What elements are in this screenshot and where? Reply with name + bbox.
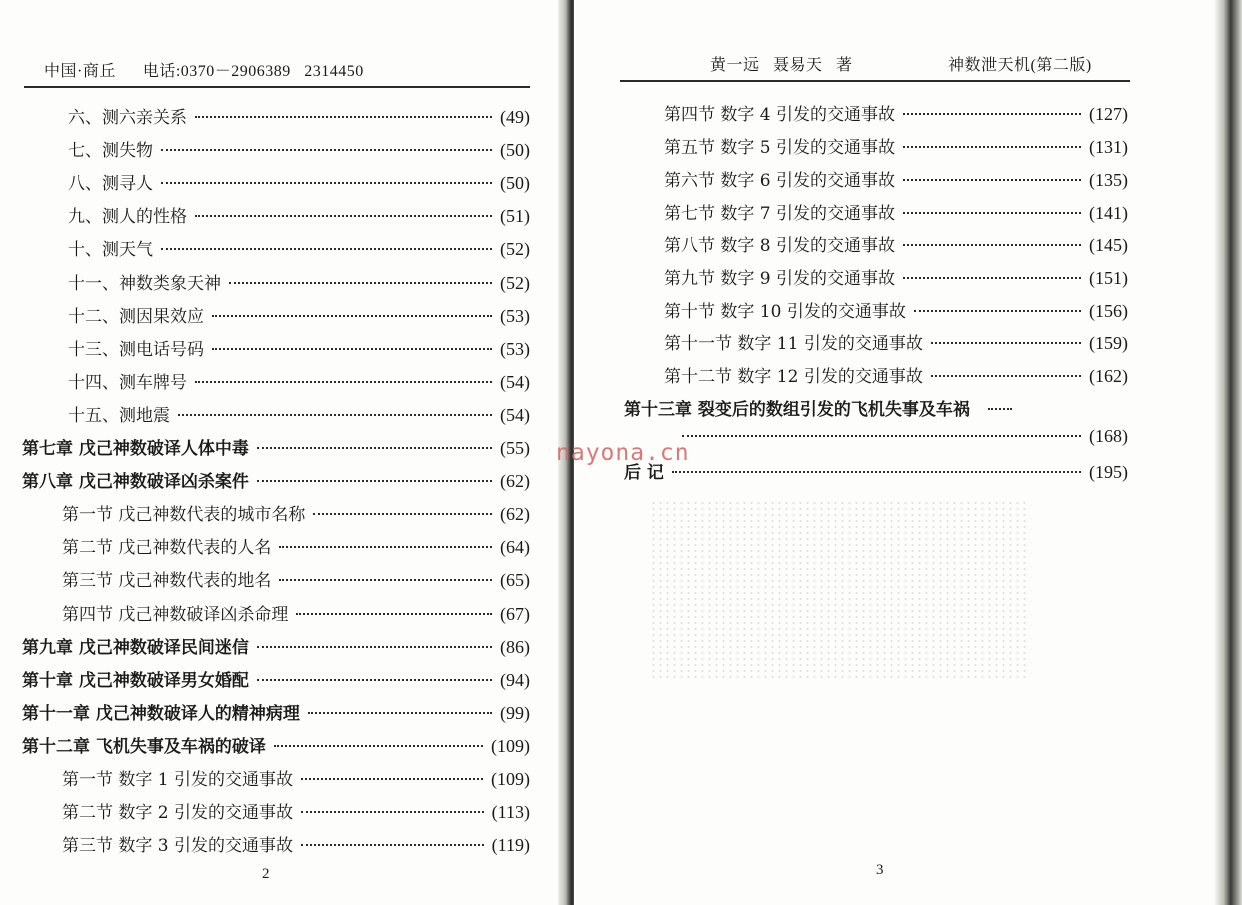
toc-entry-title: 十三、测电话号码 [68, 340, 204, 360]
toc-leader-dots [279, 579, 492, 581]
toc-entry-page: (119) [491, 835, 530, 855]
toc-entry-page: (141) [1089, 203, 1128, 223]
left-page [0, 0, 566, 905]
toc-entry [664, 166, 1128, 192]
toc-entry-title: 第十二章 飞机失事及车祸的破译 [22, 737, 266, 757]
left-header: 中国·商丘 电话:0370－2906389 2314450 [44, 63, 364, 80]
toc-entry [62, 831, 530, 857]
toc-leader-dots [903, 146, 1081, 148]
toc-entry-title: 第八节 数字 8 引发的交通事故 [664, 236, 896, 256]
left-page-number: 2 [262, 866, 270, 882]
toc-entry [62, 765, 530, 791]
toc-leader-dots [988, 408, 1012, 410]
toc-entry-page: (162) [1089, 366, 1128, 386]
toc-entry-page: (109) [491, 769, 530, 789]
toc-leader-dots [301, 811, 484, 813]
toc-leader-dots [257, 447, 492, 449]
toc-entry [624, 458, 1128, 484]
toc-entry-page: (67) [500, 604, 530, 624]
toc-entry-page: (65) [500, 570, 530, 590]
toc-entry-title: 第二节 戊己神数代表的人名 [62, 538, 272, 558]
toc-leader-dots [195, 215, 492, 217]
page-edge [1214, 0, 1242, 905]
toc-entry-title: 第十节 数字 10 引发的交通事故 [664, 302, 906, 322]
toc-entry-title: 第七章 戊己神数破译人体中毒 [22, 439, 249, 459]
toc-entry-title: 八、测寻人 [68, 174, 153, 194]
toc-entry-title: 十四、测车牌号 [68, 373, 187, 393]
toc-entry [68, 368, 530, 394]
toc-entry-title: 第四节 戊己神数破译凶杀命理 [62, 605, 289, 625]
toc-entry-title: 九、测人的性格 [68, 207, 187, 227]
toc-entry-page: (52) [500, 239, 530, 259]
toc-leader-dots [161, 248, 492, 250]
toc-entry-title: 第十三章 裂变后的数组引发的飞机失事及车祸 [624, 400, 970, 420]
toc-leader-dots [257, 679, 492, 681]
toc-entry-page: (54) [500, 405, 530, 425]
toc-entry-title: 六、测六亲关系 [68, 108, 187, 128]
toc-leader-dots [903, 277, 1081, 279]
toc-entry [664, 329, 1128, 355]
toc-entry [624, 395, 1098, 421]
toc-entry [664, 264, 1128, 290]
toc-entry [664, 362, 1128, 388]
toc-entry [22, 666, 530, 692]
right-header-book-title: 神数泄天机(第二版) [948, 57, 1092, 74]
toc-entry-page: (94) [500, 670, 530, 690]
toc-entry [68, 103, 530, 129]
toc-entry-page: (52) [500, 273, 530, 293]
toc-entry-title: 第十一节 数字 11 引发的交通事故 [664, 334, 923, 354]
toc-leader-dots [257, 646, 492, 648]
toc-entry-page: (50) [500, 140, 530, 160]
toc-entry-page: (64) [500, 537, 530, 557]
toc-entry-page: (51) [500, 206, 530, 226]
toc-leader-dots [682, 435, 1081, 437]
toc-leader-dots [178, 414, 492, 416]
toc-entry-title: 十五、测地震 [68, 406, 170, 426]
toc-entry-page: (50) [500, 173, 530, 193]
toc-entry [664, 231, 1128, 257]
toc-leader-dots [296, 613, 492, 615]
toc-leader-dots [279, 546, 492, 548]
toc-leader-dots [672, 471, 1081, 473]
toc-leader-dots [161, 182, 492, 184]
toc-entry-title: 第十章 戊己神数破译男女婚配 [22, 671, 249, 691]
toc-entry [22, 732, 530, 758]
toc-entry [68, 335, 530, 361]
toc-leader-dots [308, 712, 492, 714]
left-header-rule [24, 86, 530, 88]
toc-leader-dots [914, 310, 1081, 312]
scan-noise [650, 500, 1030, 680]
toc-entry-page: (151) [1089, 268, 1128, 288]
toc-entry-page: (55) [500, 438, 530, 458]
toc-leader-dots [931, 375, 1081, 377]
toc-entry-title: 第九章 戊己神数破译民间迷信 [22, 638, 249, 658]
toc-leader-dots [931, 342, 1081, 344]
toc-entry [664, 199, 1128, 225]
toc-entry [22, 699, 530, 725]
toc-entry-title: 第七节 数字 7 引发的交通事故 [664, 204, 896, 224]
toc-entry-title: 第四节 数字 4 引发的交通事故 [664, 105, 896, 125]
toc-entry-title: 十、测天气 [68, 240, 153, 260]
toc-entry-title: 第十二节 数字 12 引发的交通事故 [664, 367, 923, 387]
toc-leader-dots [301, 778, 483, 780]
toc-leader-dots [903, 212, 1081, 214]
toc-entry-title: 第八章 戊己神数破译凶杀案件 [22, 472, 249, 492]
toc-leader-dots [274, 745, 483, 747]
right-header-authors: 黄一远 聂易天 著 [710, 57, 853, 74]
toc-entry-page: (145) [1089, 235, 1128, 255]
toc-entry [62, 798, 530, 824]
toc-leader-dots [257, 480, 492, 482]
toc-entry-title: 第三节 数字 3 引发的交通事故 [62, 836, 294, 856]
toc-entry-title: 第十一章 戊己神数破译人的精神病理 [22, 704, 300, 724]
toc-entry-title: 第一节 数字 1 引发的交通事故 [62, 770, 294, 790]
toc-entry [62, 600, 530, 626]
toc-entry [674, 426, 1128, 452]
toc-entry [68, 302, 530, 328]
toc-entry-page: (195) [1089, 462, 1128, 482]
right-header-rule [620, 80, 1130, 82]
toc-entry-page: (168) [1089, 426, 1128, 446]
toc-entry-page: (135) [1089, 170, 1128, 190]
toc-entry [62, 533, 530, 559]
toc-entry-page: (127) [1089, 104, 1128, 124]
toc-entry-page: (156) [1089, 301, 1128, 321]
toc-entry [68, 235, 530, 261]
toc-entry-title: 第三节 戊己神数代表的地名 [62, 571, 272, 591]
toc-entry-title: 第二节 数字 2 引发的交通事故 [62, 803, 294, 823]
toc-entry-page: (54) [500, 372, 530, 392]
toc-entry [22, 434, 530, 460]
toc-leader-dots [195, 381, 492, 383]
toc-entry-title: 十一、神数类象天神 [68, 274, 221, 294]
toc-entry-page: (113) [491, 802, 530, 822]
toc-leader-dots [195, 116, 492, 118]
toc-leader-dots [212, 348, 492, 350]
right-page-number: 3 [876, 862, 884, 878]
toc-leader-dots [212, 315, 492, 317]
toc-entry-page: (62) [500, 504, 530, 524]
toc-leader-dots [301, 844, 484, 846]
toc-entry-page: (109) [491, 736, 530, 756]
toc-entry [22, 467, 530, 493]
toc-entry [68, 169, 530, 195]
toc-entry [68, 136, 530, 162]
toc-entry [68, 269, 530, 295]
toc-entry [22, 633, 530, 659]
toc-entry-title: 第六节 数字 6 引发的交通事故 [664, 171, 896, 191]
toc-entry [68, 401, 530, 427]
toc-entry-page: (62) [500, 471, 530, 491]
toc-entry-page: (131) [1089, 137, 1128, 157]
toc-entry [664, 100, 1128, 126]
toc-entry-page: (99) [500, 703, 530, 723]
toc-leader-dots [903, 113, 1081, 115]
toc-entry [664, 133, 1128, 159]
toc-entry-title: 七、测失物 [68, 141, 153, 161]
toc-entry [664, 297, 1128, 323]
toc-entry-title: 十二、测因果效应 [68, 307, 204, 327]
toc-leader-dots [229, 282, 492, 284]
toc-entry-title: 第九节 数字 9 引发的交通事故 [664, 269, 896, 289]
toc-entry-title: 第一节 戊己神数代表的城市名称 [62, 505, 306, 525]
toc-entry [68, 202, 530, 228]
toc-leader-dots [161, 149, 492, 151]
toc-entry-page: (53) [500, 306, 530, 326]
toc-entry-page: (53) [500, 339, 530, 359]
toc-entry [62, 500, 530, 526]
watermark-text: nayona.cn [556, 440, 690, 466]
toc-entry-page: (159) [1089, 333, 1128, 353]
toc-entry-title: 后 记 [624, 463, 664, 483]
toc-entry-page: (49) [500, 107, 530, 127]
toc-entry-title: 第五节 数字 5 引发的交通事故 [664, 138, 896, 158]
toc-entry-page: (86) [500, 637, 530, 657]
toc-leader-dots [903, 179, 1081, 181]
toc-entry [62, 566, 530, 592]
toc-leader-dots [903, 244, 1081, 246]
toc-leader-dots [313, 513, 492, 515]
